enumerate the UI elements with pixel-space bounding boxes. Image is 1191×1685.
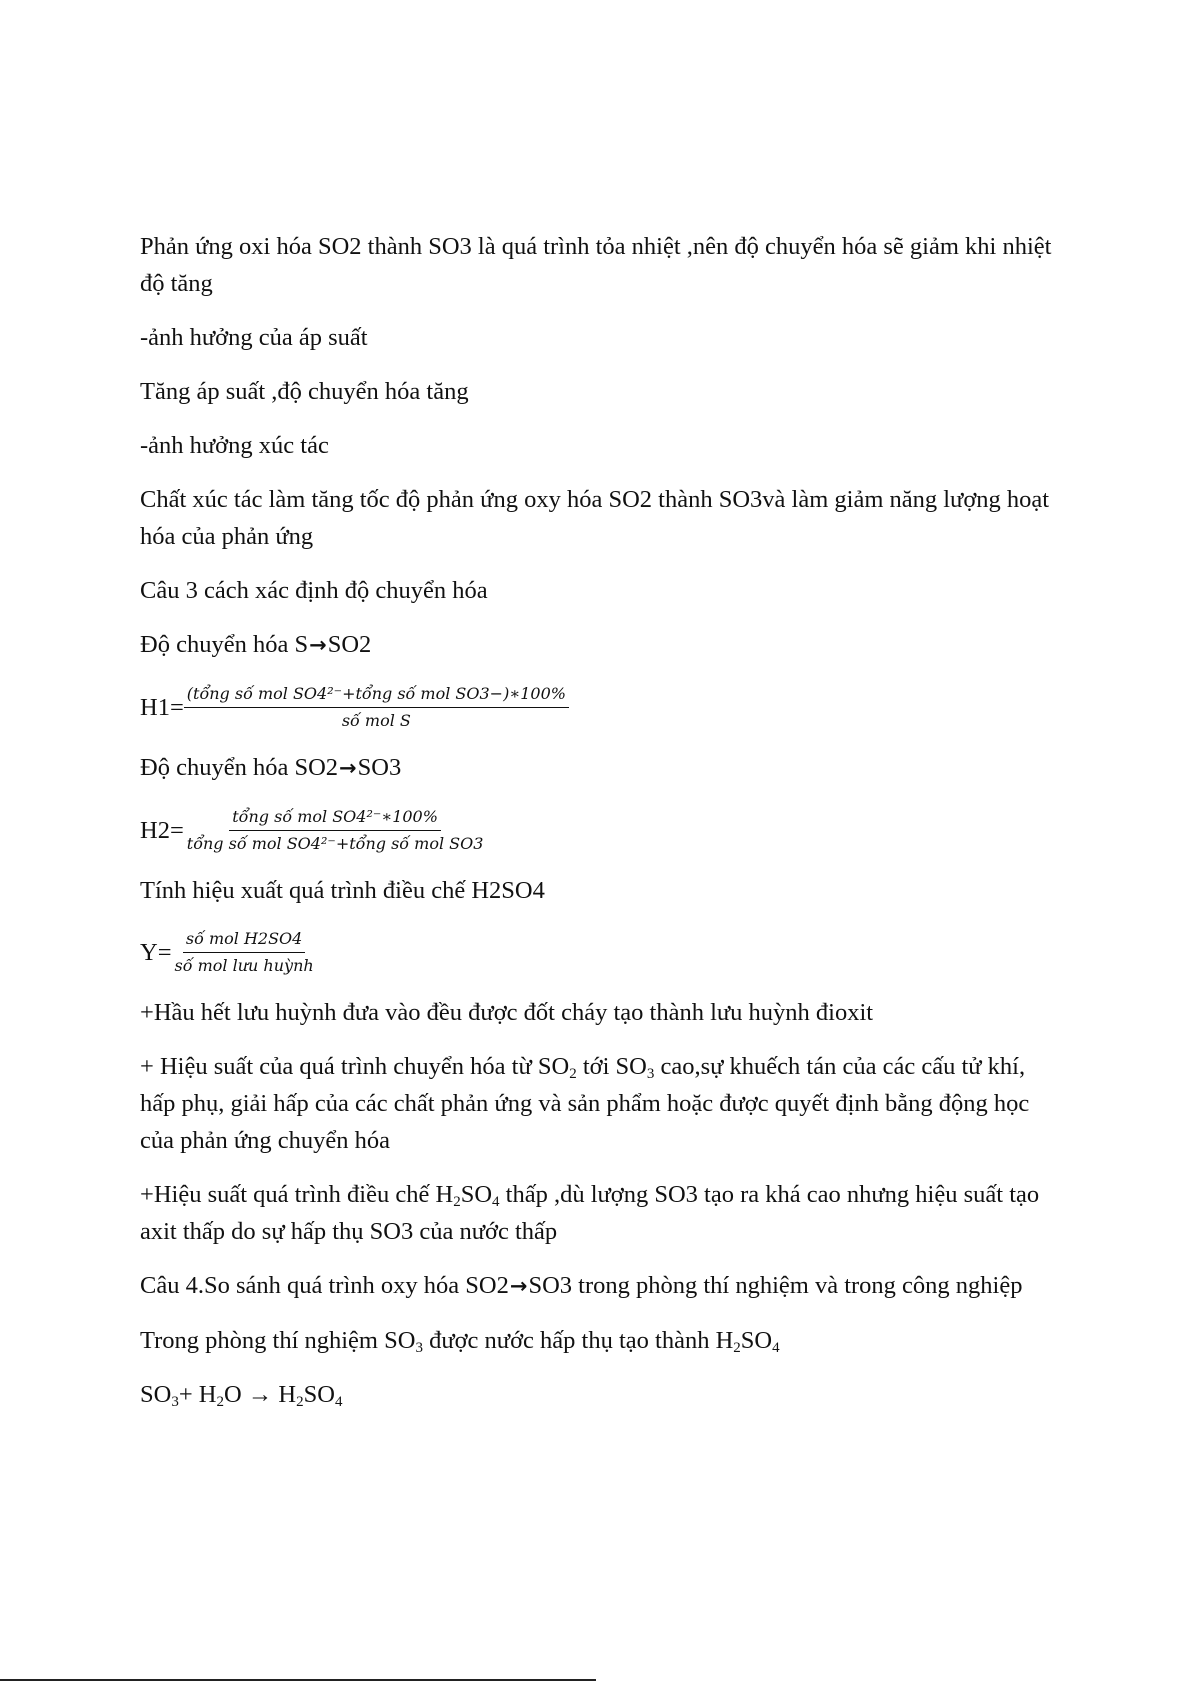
- text-segment: Trong phòng thí nghiệm SO: [140, 1327, 416, 1354]
- equation-h2-numerator: tổng số mol SO4²⁻∗100%: [229, 804, 441, 831]
- text-segment: Độ chuyển hóa SO2: [140, 754, 339, 781]
- text-segment: được nước hấp thụ tạo thành H: [422, 1327, 734, 1354]
- text-segment: SO: [140, 1381, 172, 1408]
- subscript: 2: [733, 1340, 741, 1356]
- equation-h1-denominator: số mol S: [341, 711, 411, 730]
- subscript: 2: [569, 1066, 577, 1082]
- equation-h1-numerator: (tổng số mol SO4²⁻+tổng số mol SO3−)∗100%: [184, 681, 569, 708]
- equation-y-numerator: số mol H2SO4: [183, 926, 305, 953]
- subscript: 4: [492, 1194, 500, 1210]
- text-segment: SO: [303, 1381, 335, 1408]
- text-segment: O → H: [223, 1381, 297, 1408]
- heading-catalyst-effect: -ảnh hưởng xúc tác: [140, 432, 329, 459]
- text-segment: Câu 4.So sánh quá trình oxy hóa SO2: [140, 1272, 509, 1299]
- subscript: 3: [171, 1394, 179, 1410]
- right-arrow-icon: →: [509, 1274, 528, 1298]
- equation-y-fraction: [172, 926, 317, 979]
- subscript: 2: [216, 1394, 224, 1410]
- right-arrow-icon: →: [309, 633, 327, 657]
- equation-h2-label: H2=: [140, 816, 184, 844]
- equation-h2-fraction: [184, 804, 487, 857]
- equation-h1-label: H1=: [140, 693, 184, 721]
- equation-h2: [140, 804, 1060, 857]
- text-segment: + H: [178, 1381, 217, 1408]
- conversion-s-to-so2-heading: [140, 626, 1060, 664]
- text-segment: Độ chuyển hóa S: [140, 631, 309, 658]
- equation-h2-denominator: tổng số mol SO4²⁻+tổng số mol SO3: [186, 834, 484, 853]
- right-arrow-icon: →: [339, 756, 357, 780]
- paragraph-acid-yield: [140, 1176, 1060, 1250]
- equation-h1: [140, 681, 1060, 734]
- equation-y-denominator: số mol lưu huỳnh: [174, 956, 314, 975]
- paragraph-lab-absorption: [140, 1322, 1060, 1359]
- heading-pressure-effect: -ảnh hưởng của áp suất: [140, 324, 368, 351]
- text-segment: SO2: [327, 631, 372, 658]
- question-3-heading: Câu 3 cách xác định độ chuyển hóa: [140, 577, 488, 604]
- text-segment: thấp ,dù lượng SO3 tạo ra khá cao nhưng hiệu suất tạo axit thấp do sự hấp thụ SO3 của nước thấp: [140, 1181, 1040, 1245]
- text-segment: SO3 trong phòng thí nghiệm và trong công nghiệp: [528, 1272, 1023, 1299]
- text-segment: +Hiệu suất quá trình điều chế H: [140, 1181, 454, 1208]
- text-segment: tới SO: [576, 1053, 647, 1080]
- paragraph-conversion-efficiency: [140, 1048, 1060, 1159]
- text-segment: cao,sự khuếch tán của các cấu tử khí, hấp phụ, giải hấp của các chất phản ứng và sản phẩm hoặc được quyết định bằng động học của phản ứng chuyển hóa: [140, 1053, 1030, 1154]
- text-segment: SO: [460, 1181, 493, 1208]
- subscript: 2: [453, 1194, 461, 1210]
- paragraph-temperature-effect: Phản ứng oxi hóa SO2 thành SO3 là quá trình tỏa nhiệt ,nên độ chuyển hóa sẽ giảm khi nhiệt độ tăng: [140, 233, 1052, 297]
- document-page: [140, 228, 1060, 1430]
- yield-heading: Tính hiệu xuất quá trình điều chế H2SO4: [140, 877, 545, 904]
- text-segment: SO3: [357, 754, 402, 781]
- equation-y-label: Y=: [140, 938, 172, 966]
- paragraph-sulfur-burn: +Hầu hết lưu huỳnh đưa vào đều được đốt cháy tạo thành lưu huỳnh đioxit: [140, 999, 874, 1026]
- subscript: 2: [296, 1394, 304, 1410]
- text-segment: SO: [740, 1327, 773, 1354]
- equation-h1-fraction: [184, 681, 569, 734]
- question-4-heading: [140, 1267, 1060, 1305]
- subscript: 3: [415, 1340, 423, 1356]
- subscript: 4: [334, 1394, 343, 1410]
- subscript: 4: [772, 1340, 780, 1356]
- footer-divider: [0, 1679, 596, 1681]
- equation-y: [140, 926, 1060, 979]
- paragraph-pressure: Tăng áp suất ,độ chuyển hóa tăng: [140, 378, 469, 405]
- text-segment: + Hiệu suất của quá trình chuyển hóa từ SO: [140, 1053, 570, 1080]
- subscript: 3: [646, 1066, 655, 1082]
- conversion-so2-to-so3-heading: [140, 749, 1060, 787]
- paragraph-catalyst: Chất xúc tác làm tăng tốc độ phản ứng oxy hóa SO2 thành SO3và làm giảm năng lượng hoạt hóa của phản ứng: [140, 486, 1050, 550]
- reaction-equation: [140, 1376, 1060, 1413]
